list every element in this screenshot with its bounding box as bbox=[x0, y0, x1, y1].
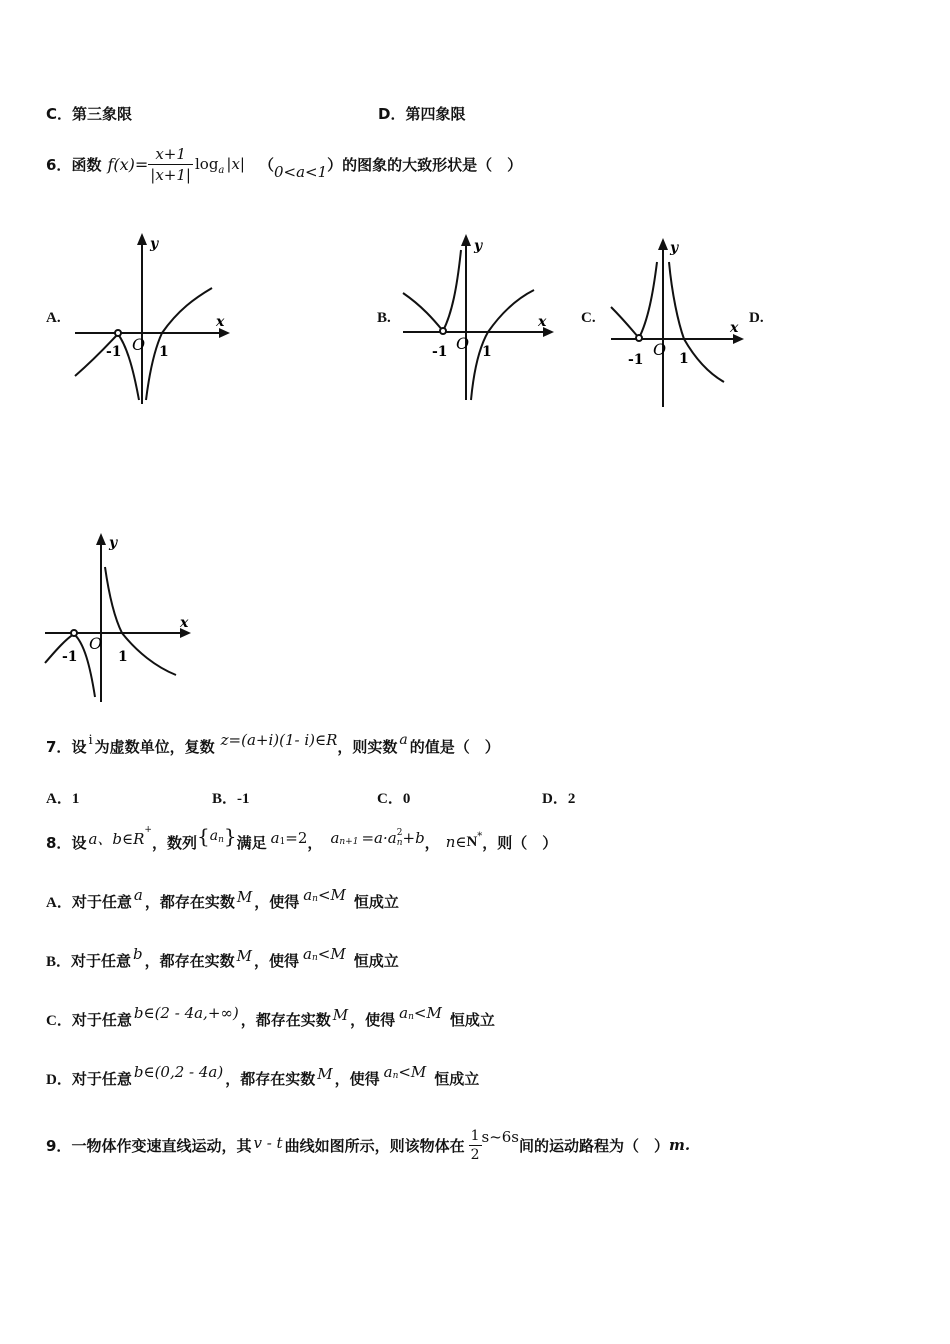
q6-graph-a-y-label: y bbox=[150, 236, 159, 252]
q8-option-a-cond: a bbox=[133, 886, 143, 904]
q7-mid: 为虚数单位，复数 bbox=[94, 737, 215, 756]
q9-frac-num: 1 bbox=[470, 1127, 480, 1144]
q6-label-d: D. bbox=[749, 310, 764, 326]
q6-graph-b bbox=[398, 228, 558, 408]
q6-condition: 0<a<1 bbox=[273, 163, 328, 181]
q6-graph-b-x-label: x bbox=[538, 314, 547, 330]
q8-option-a-label: A． bbox=[46, 894, 72, 911]
q8-option-a-tail: 恒成立 bbox=[353, 892, 399, 911]
q6-label-b: B. bbox=[377, 310, 391, 326]
q8-option-a bbox=[46, 884, 399, 918]
q8-option-c-lt: <M bbox=[413, 1004, 442, 1022]
q7-option-a: A．1 bbox=[46, 791, 80, 807]
q7-option-d: D．2 bbox=[542, 791, 576, 807]
q7-stem bbox=[46, 728, 500, 764]
q8-rec-tail: +b bbox=[402, 829, 425, 847]
q8-option-a-lt: <M bbox=[317, 886, 346, 904]
q6-lead: 函数 bbox=[71, 155, 102, 174]
q6-cond-close: ） bbox=[327, 155, 343, 174]
q6-graph-a-x-label: x bbox=[216, 314, 225, 330]
q6-graph-c-y-label: y bbox=[670, 240, 679, 256]
q6-graph-c bbox=[606, 232, 751, 412]
q8-option-a-shide: ，使得 bbox=[254, 892, 300, 911]
q8-option-d-M: M bbox=[317, 1065, 333, 1083]
q8-option-a-prefix: 对于任意 bbox=[71, 892, 132, 911]
q8-mid2: 满足 bbox=[236, 833, 267, 852]
q8-stem: 8． 设 a、b∈R + ，数列 { a n } 满足 a 1 =2 ， a n+1 =a·a 2 n +b ， n∈ N * ，则（ ） bbox=[46, 824, 558, 852]
q9-number: 9． bbox=[46, 1136, 72, 1155]
q8-N: N bbox=[466, 833, 478, 850]
q8-option-d-cond: b∈(0,2 - 4a) bbox=[133, 1063, 224, 1081]
q8-rec-left: a bbox=[330, 829, 340, 847]
q9-unit: m. bbox=[669, 1136, 691, 1154]
q5-option-d: D．第四象限 bbox=[378, 105, 466, 123]
q8-sep: ， bbox=[307, 833, 323, 852]
q8-rec-sub: n bbox=[396, 838, 403, 848]
q8-ab: a、b∈R bbox=[88, 829, 145, 848]
q6-graph-d-x-label: x bbox=[180, 615, 189, 631]
q8-option-b-cond: b bbox=[133, 945, 143, 963]
q7-option-c: C．0 bbox=[377, 791, 411, 807]
q8-option-d bbox=[46, 1061, 479, 1095]
q8-option-a-an-sub: n bbox=[312, 894, 318, 904]
q8-option-a-M: M bbox=[236, 888, 253, 906]
q6-graph-c-neg1: -1 bbox=[628, 352, 644, 368]
q7-i: i bbox=[88, 732, 93, 748]
q6-graph-c-one: 1 bbox=[679, 351, 689, 367]
q8-a1-eq: =2 bbox=[285, 829, 308, 847]
q8-lead: 设 bbox=[71, 833, 87, 852]
q8-option-a-mid: ，都存在实数 bbox=[144, 892, 235, 911]
q6-graph-b-one: 1 bbox=[482, 344, 492, 360]
q8-option-d-lt: <M bbox=[398, 1063, 427, 1081]
q8-option-d-an-sub: n bbox=[392, 1071, 399, 1081]
q6-label-a: A. bbox=[46, 310, 61, 326]
q6-number: 6． bbox=[46, 155, 72, 174]
q8-option-d-label: D． bbox=[46, 1071, 72, 1088]
q6-graph-d-neg1: -1 bbox=[62, 649, 78, 665]
q7-tail: 的值是（ ） bbox=[409, 737, 500, 756]
q7-number: 7． bbox=[46, 737, 72, 756]
q6-label-c: C. bbox=[581, 310, 596, 326]
q8-option-a-an: a bbox=[303, 886, 313, 904]
q8-option-c-cond: b∈(2 - 4a,+∞) bbox=[133, 1004, 239, 1022]
q8-number: 8． bbox=[46, 833, 72, 852]
q8-n-in: n∈ bbox=[445, 833, 467, 851]
q6-log: log bbox=[194, 155, 219, 173]
q8-option-b-shide: ，使得 bbox=[254, 951, 300, 970]
q8-option-c-tail: 恒成立 bbox=[449, 1010, 495, 1029]
q8-rec-sup: 2 bbox=[396, 828, 403, 838]
q9-tail: 间的运动路程为（ ） bbox=[519, 1136, 670, 1155]
q6-graph-c-x-label: x bbox=[730, 320, 739, 336]
q6-log-arg: |x| bbox=[226, 155, 245, 173]
q8-option-b bbox=[46, 943, 399, 977]
q8-option-b-label: B． bbox=[46, 953, 72, 970]
q6-graph-b-neg1: -1 bbox=[432, 344, 448, 360]
q6-graph-d-origin: O bbox=[89, 634, 103, 653]
q8-seq-sub: n bbox=[218, 835, 224, 845]
q6-stem bbox=[46, 140, 522, 188]
q6-tail: 的图象的大致形状是（ ） bbox=[342, 155, 523, 174]
q8-a1: a bbox=[270, 829, 280, 847]
q8-option-c-prefix: 对于任意 bbox=[71, 1010, 132, 1029]
q6-log-base: a bbox=[218, 164, 225, 176]
q8-option-c-label: C． bbox=[46, 1012, 72, 1029]
q8-rec-left-sub: n+1 bbox=[339, 837, 359, 847]
q6-graph-a-origin: O bbox=[132, 335, 146, 354]
q9-range: s~6s bbox=[481, 1128, 520, 1146]
q6-graph-a-neg1: -1 bbox=[106, 344, 122, 360]
q8-option-d-an: a bbox=[383, 1063, 393, 1081]
q6-cond-open: （ bbox=[258, 155, 274, 174]
q6-numerator: x+1 bbox=[148, 144, 193, 165]
q8-option-b-an-sub: n bbox=[311, 953, 318, 963]
q8-option-b-an: a bbox=[303, 945, 312, 963]
q6-graph-b-origin: O bbox=[456, 334, 470, 353]
q6-denominator: |x+1| bbox=[150, 165, 191, 184]
q8-tail: ，则（ ） bbox=[482, 833, 558, 852]
q8-option-c-an: a bbox=[399, 1004, 409, 1022]
q9-mid: 曲线如图所示，则该物体在 bbox=[284, 1136, 465, 1155]
q8-option-b-mid: ，都存在实数 bbox=[144, 951, 235, 970]
q7-lead: 设 bbox=[71, 737, 87, 756]
q9-frac-den: 2 bbox=[470, 1146, 480, 1163]
q6-graph-d-one: 1 bbox=[118, 649, 128, 665]
q9-stem bbox=[46, 1122, 690, 1168]
q9-lead: 一物体作变速直线运动，其 bbox=[71, 1136, 252, 1155]
q7-a: a bbox=[399, 732, 408, 748]
q8-option-c-an-sub: n bbox=[408, 1012, 414, 1022]
q8-a1-sub: 1 bbox=[279, 837, 286, 847]
q8-option-c bbox=[46, 1002, 495, 1036]
q8-mid: ，数列 bbox=[151, 833, 197, 852]
q8-option-d-mid: ，都存在实数 bbox=[225, 1069, 316, 1088]
q6-fraction bbox=[148, 144, 193, 185]
q6-graph-a-one: 1 bbox=[159, 344, 169, 360]
q9-fraction bbox=[469, 1127, 482, 1164]
q8-rec-eq: =a·a bbox=[361, 829, 397, 847]
q8-option-d-tail: 恒成立 bbox=[434, 1069, 480, 1088]
q7-mid2: ，则实数 bbox=[337, 737, 398, 756]
q6-graph-c-origin: O bbox=[653, 340, 667, 359]
q7-option-b: B．-1 bbox=[212, 791, 250, 807]
q6-graph-d bbox=[42, 527, 197, 707]
q7-expr: z=(a+i)(1- i)∈R bbox=[220, 731, 338, 749]
q6-graph-b-y-label: y bbox=[474, 238, 483, 254]
q5-option-c: C．第三象限 bbox=[46, 105, 133, 123]
q8-sep2: ， bbox=[424, 833, 440, 852]
q9-vt: v - t bbox=[253, 1134, 283, 1152]
q8-option-c-shide: ，使得 bbox=[350, 1010, 396, 1029]
q8-option-d-prefix: 对于任意 bbox=[71, 1069, 132, 1088]
q8-option-c-mid: ，都存在实数 bbox=[240, 1010, 331, 1029]
q6-fx: f(x)= bbox=[107, 154, 149, 174]
q8-option-b-M: M bbox=[236, 947, 253, 965]
q8-option-b-tail: 恒成立 bbox=[353, 951, 399, 970]
q8-option-b-prefix: 对于任意 bbox=[71, 951, 132, 970]
q6-graph-a bbox=[70, 228, 235, 408]
q8-option-b-lt: <M bbox=[317, 945, 346, 963]
q8-ab-sup: + bbox=[144, 825, 152, 835]
q8-option-d-shide: ，使得 bbox=[334, 1069, 380, 1088]
q8-option-c-M: M bbox=[332, 1006, 349, 1024]
q8-seq: a bbox=[209, 828, 219, 844]
q8-N-sup: * bbox=[477, 830, 483, 842]
q6-graph-d-y-label: y bbox=[109, 535, 118, 551]
